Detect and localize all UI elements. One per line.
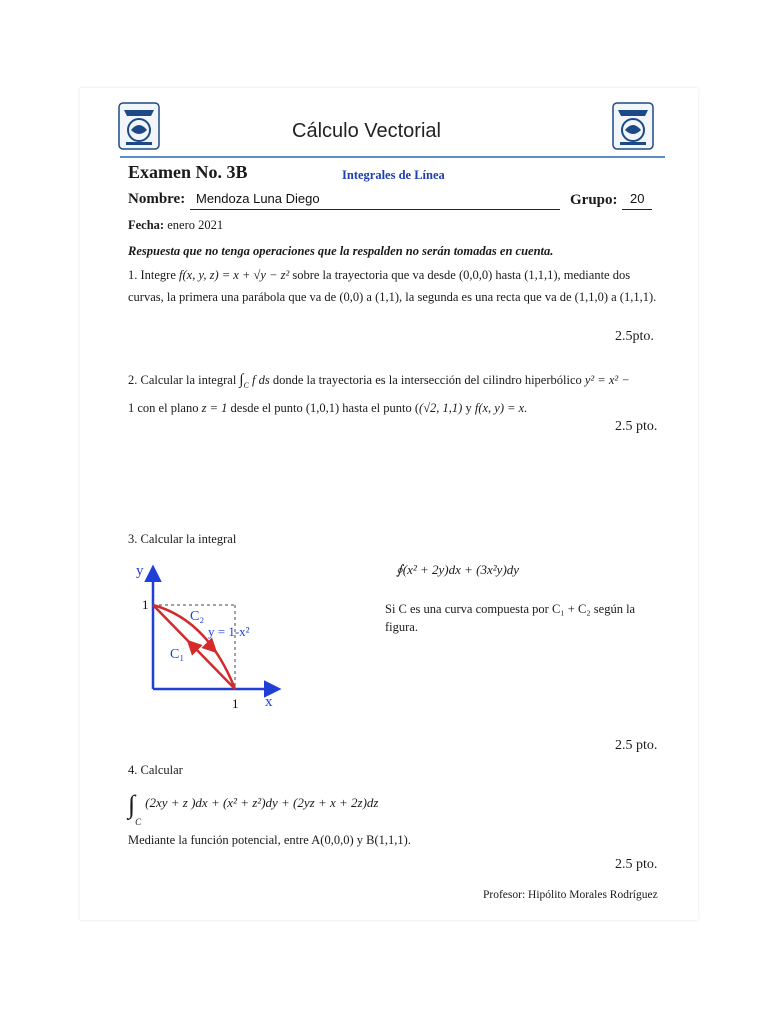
q2-integrand: f ds [248,373,270,387]
q3-figure [120,558,290,718]
q4-integrand: (2xy + z )dx + (x² + z²)dy + (2yz + x + 2z)dz [145,795,379,810]
y-axis-label: y [136,563,144,579]
c1-direction-arrow [192,645,196,649]
group-label: Grupo: [570,192,618,208]
q2-path-text: donde la trayectoria es la intersección del cilindro hiperbólico [269,373,585,387]
university-seal-icon [118,102,160,150]
header-divider [120,156,665,158]
q2-plane: z = 1 [201,401,228,415]
exam-page [80,88,698,920]
q3-integral: ∮(x² + 2y)dx + (3x²y)dy [396,562,520,577]
q2-integral-sub: C [243,381,249,390]
q4-method: Mediante la función potencial, entre A(0,0,0) y B(1,1,1). [128,833,411,847]
q1-intro: 1. Integre [128,268,180,282]
q1-points: 2.5pto. [615,329,654,344]
group-value: 20 [630,191,645,206]
q3-desc-line1: Si C es una curva compuesta por C₁ + C₂ según la [385,602,636,616]
group-underline [622,209,652,210]
q1-path-text: sobre la trayectoria que va desde (0,0,0) hasta (1,1,1), mediante dos [289,268,631,282]
q2-and: y [462,401,475,415]
q3-heading: 3. Calcular la integral [128,532,237,546]
q2-end-point: (√2, 1,1) [419,401,463,415]
c1-label: C₁ [170,647,185,662]
curve-equation: y = 1-x² [208,624,250,639]
q3-desc-line2: figura. [385,620,418,634]
exam-subject: Integrales de Línea [342,168,445,182]
q3-description [385,600,635,636]
date-value: enero 2021 [167,218,224,232]
q1-function: f(x, y, z) = x + √y − z² [179,268,290,282]
q4-integral [128,792,378,827]
q2-function: f(x, y) = x. [474,401,528,415]
university-seal-icon [612,102,654,150]
x-tick-1: 1 [232,696,239,711]
x-axis-label: x [265,694,273,710]
question-2 [128,369,668,419]
name-value: Mendoza Luna Diego [196,191,320,206]
q4-heading: 4. Calcular [128,763,183,777]
q4-integral-sign: ∫ [128,790,136,819]
page-title: Cálculo Vectorial [292,120,441,142]
y-tick-1: 1 [142,597,149,612]
date-label: Fecha: [128,218,165,232]
c2-label: C₂ [190,609,205,624]
q2-intro: 2. Calcular la integral [128,373,240,387]
name-underline [190,209,560,210]
question-1 [128,264,668,308]
q2-points: 2.5 pto. [615,419,658,434]
q4-points: 2.5 pto. [615,857,658,872]
q2-plane-intro: 1 con el plano [128,401,202,415]
professor-name: Profesor: Hipólito Morales Rodríguez [483,889,658,901]
q2-points-text: desde el punto (1,0,1) hasta el punto ( [227,401,420,415]
answer-warning: Respuesta que no tenga operaciones que la respalden no serán tomadas en cuenta. [128,244,554,258]
name-label: Nombre: [128,191,186,207]
q2-surface: y² = x² − [584,373,630,387]
exam-number: Examen No. 3B [128,162,248,182]
q4-integral-sub: C [135,817,142,827]
q2-integral-sign: ∫ [239,372,244,388]
q1-curves-text: curvas, la primera una parábola que va de (0,0) a (1,1), la segunda es una recta que va de (1,1,0) a (1,1,1). [128,290,657,304]
q3-points: 2.5 pto. [615,738,658,753]
